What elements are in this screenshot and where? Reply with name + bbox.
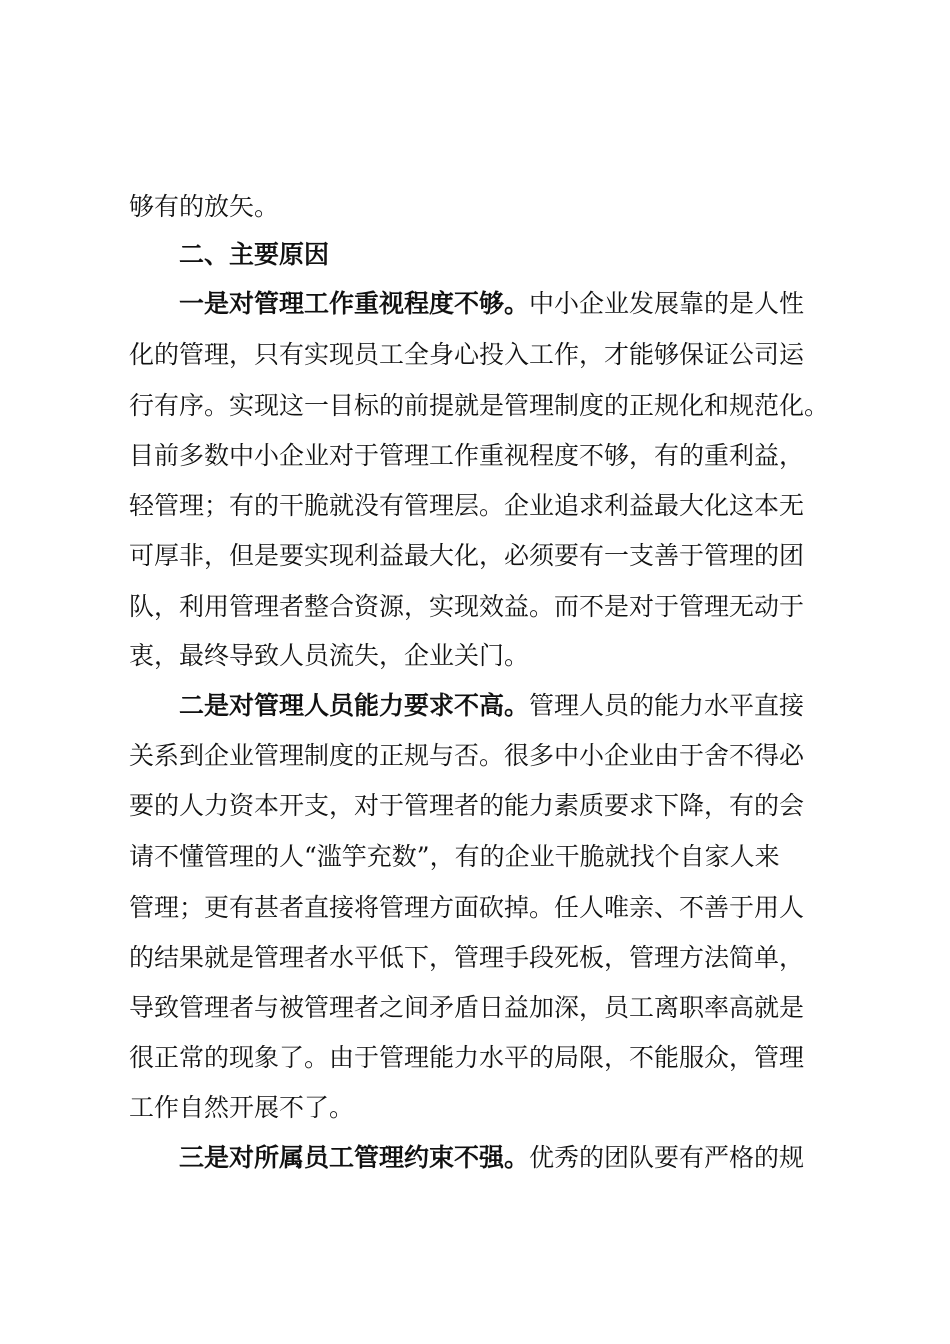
text-line: [129, 943, 804, 973]
text-line: [129, 541, 804, 571]
text-line: [129, 441, 804, 471]
text-line: [129, 192, 279, 222]
text-run: 管理人员的能力水平直接: [529, 691, 805, 720]
text-line: [129, 491, 804, 521]
text-line: [129, 993, 804, 1023]
paragraph-lead-line: [179, 289, 804, 319]
text-line: [129, 791, 804, 821]
text-run: 导致管理者与被管理者之间矛盾日益加深，员工离职率高就是: [129, 993, 805, 1022]
text-line: [129, 592, 804, 622]
text-line: [129, 893, 804, 923]
text-line: [129, 1043, 804, 1073]
text-run: 优秀的团队要有严格的规: [529, 1143, 805, 1172]
text-line: [129, 1093, 354, 1123]
text-run: 目前多数中小企业对于管理工作重视程度不够，有的重利益，: [129, 441, 805, 470]
paragraph-lead-line: [179, 691, 804, 721]
section-heading-text: 二、主要原因: [179, 240, 330, 269]
text-run: 可厚非，但是要实现利益最大化，必须要有一支善于管理的团: [129, 541, 805, 570]
paragraph-lead-bold: 二是对管理人员能力要求不高。: [179, 691, 530, 720]
text-run: 关系到企业管理制度的正规与否。很多中小企业由于舍不得必: [129, 741, 805, 770]
section-heading: [179, 240, 329, 270]
text-run: 行有序。实现这一目标的前提就是管理制度的正规化和规范化。: [129, 391, 830, 420]
text-run: 管理；更有甚者直接将管理方面砍掉。任人唯亲、不善于用人: [129, 893, 805, 922]
text-line: [129, 340, 804, 370]
text-run: 很正常的现象了。由于管理能力水平的局限，不能服众，管理: [129, 1043, 805, 1072]
text-line: [129, 842, 780, 872]
text-run: 中小企业发展靠的是人性: [529, 289, 805, 318]
text-run: 的结果就是管理者水平低下，管理手段死板，管理方法简单，: [129, 943, 805, 972]
text-run: 轻管理；有的干脆就没有管理层。企业追求利益最大化这本无: [129, 491, 805, 520]
text-line: [129, 741, 804, 771]
text-line: [129, 391, 829, 421]
text-run: 要的人力资本开支，对于管理者的能力素质要求下降，有的会: [129, 791, 805, 820]
text-run: 化的管理，只有实现员工全身心投入工作，才能够保证公司运: [129, 340, 805, 369]
text-run: 够有的放矢。: [129, 192, 280, 221]
text-run: 工作自然开展不了。: [129, 1093, 355, 1122]
text-run: 请不懂管理的人“滥竽充数”，有的企业干脆就找个自家人来: [129, 842, 780, 871]
text-run: 队，利用管理者整合资源，实现效益。而不是对于管理无动于: [129, 592, 805, 621]
paragraph-lead-bold: 一是对管理工作重视程度不够。: [179, 289, 530, 318]
paragraph-lead-bold: 三是对所属员工管理约束不强。: [179, 1143, 530, 1172]
text-run: 衷，最终导致人员流失，企业关门。: [129, 641, 530, 670]
paragraph-lead-line: [179, 1143, 804, 1173]
text-line: [129, 641, 529, 671]
